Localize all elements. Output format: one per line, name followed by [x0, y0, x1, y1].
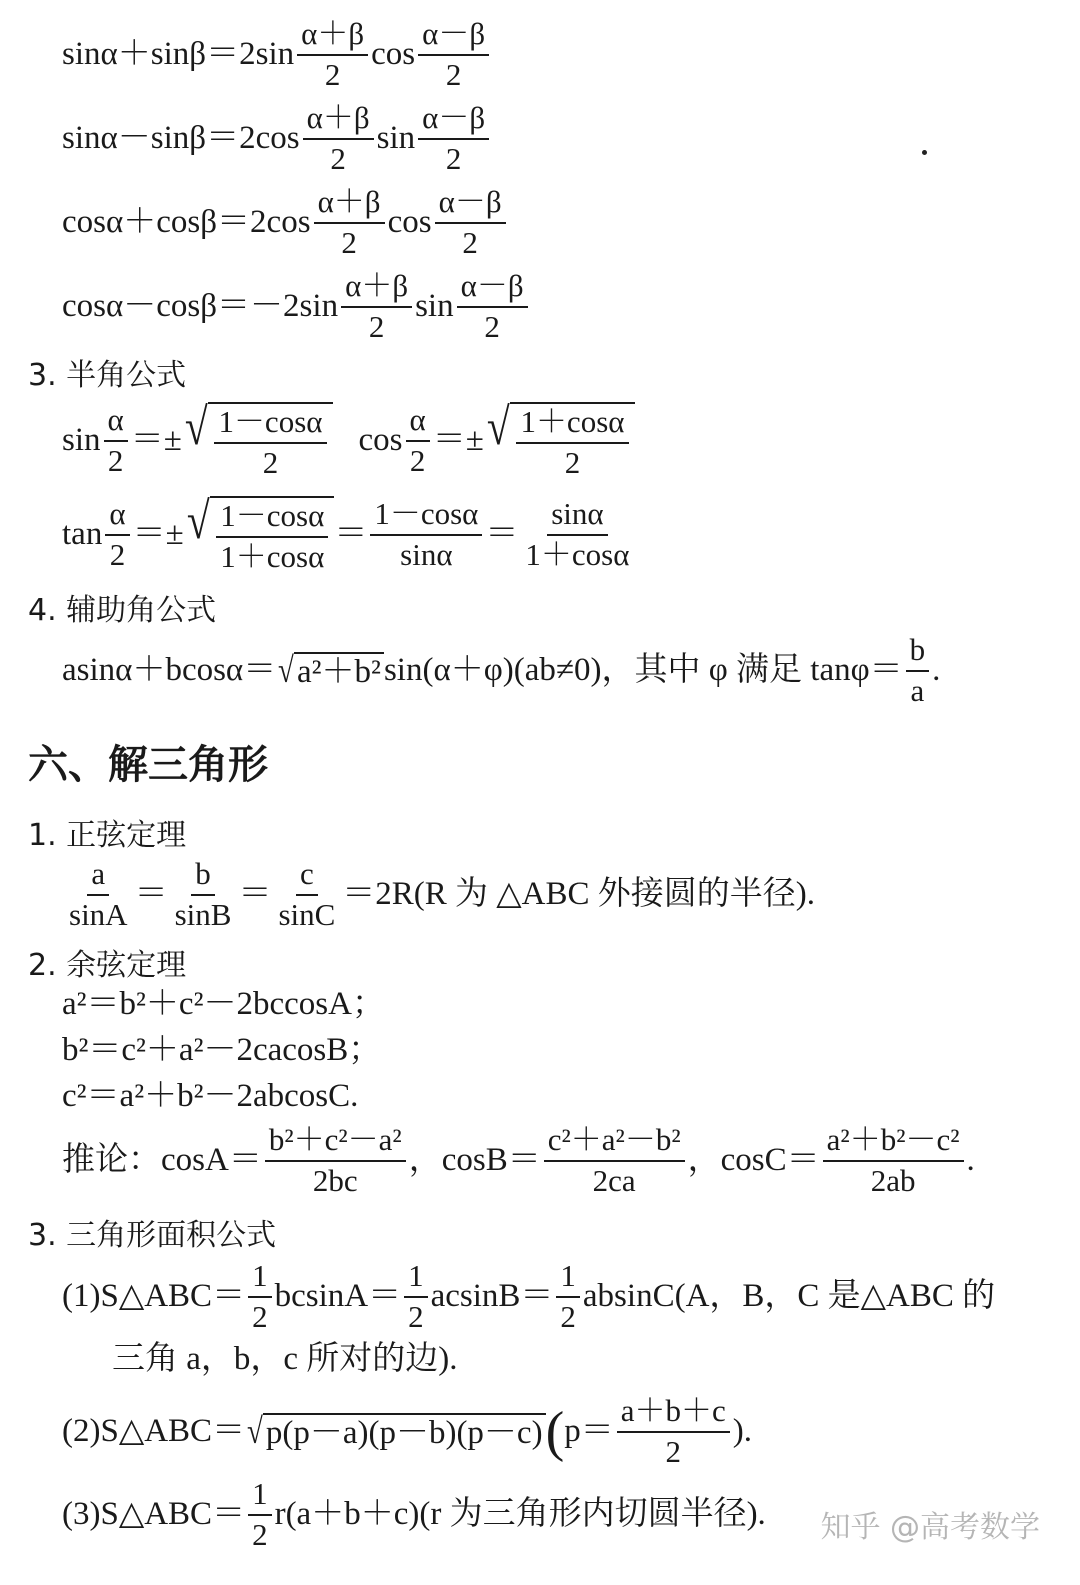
- fraction: [617, 1395, 730, 1468]
- denominator: 2: [262, 444, 279, 480]
- fraction: [906, 634, 930, 707]
- formula-text: p＝: [564, 1413, 614, 1450]
- numerator: α＋β: [297, 18, 368, 56]
- formula-text: asinα＋bcosα＝: [62, 652, 277, 689]
- radicand: p(p－a)(p－b)(p－c): [263, 1413, 546, 1450]
- formula-text: absinC(A，B，C 是△ABC 的: [582, 1278, 996, 1315]
- denominator: 2: [484, 308, 500, 344]
- formula-sin-diff: [62, 102, 492, 175]
- numerator: sinα: [547, 498, 607, 536]
- denominator: 2: [107, 442, 124, 478]
- numerator: a²＋b²－c²: [823, 1124, 964, 1162]
- square-root: [276, 652, 384, 689]
- fraction: [544, 1124, 685, 1197]
- denominator: 2: [324, 56, 341, 92]
- formula-text: ).: [732, 1413, 753, 1450]
- fraction: [314, 186, 385, 259]
- denominator: 2: [665, 1433, 681, 1469]
- formula-text: ＝±: [130, 422, 182, 459]
- numerator: 1＋cosα: [516, 406, 628, 444]
- formula-area-1-continued: 三角 a，b，c 所对的边).: [112, 1341, 458, 1377]
- fraction: [406, 404, 430, 477]
- denominator: 2: [564, 444, 581, 480]
- denominator: sinB: [174, 896, 232, 932]
- numerator: α－β: [418, 102, 489, 140]
- formula-text: (: [545, 1400, 565, 1463]
- heading-sine-law: [28, 810, 186, 854]
- numerator: α－β: [457, 270, 528, 308]
- formula-cosine-b: b²＝c²＋a²－2cacosB；: [62, 1032, 382, 1068]
- denominator: 2: [462, 224, 478, 260]
- formula-cosine-c: c²＝a²＋b²－2abcosC.: [62, 1078, 359, 1114]
- numerator: α＋β: [341, 270, 412, 308]
- fraction: [65, 858, 132, 931]
- denominator: 2: [445, 56, 462, 92]
- radical-sign: √: [486, 399, 510, 456]
- fraction: [370, 498, 482, 571]
- fraction: [248, 1478, 272, 1551]
- section-title: 六、解三角形: [28, 742, 268, 788]
- formula-text: cosα＋cosβ＝2cos: [62, 204, 311, 241]
- formula-cosine-corollary: [62, 1124, 975, 1197]
- formula-text: sinα－sinβ＝2cos: [62, 120, 300, 157]
- formula-text: ，cosC＝: [687, 1142, 820, 1179]
- formula-text: .: [932, 652, 941, 689]
- formula-text: .: [966, 1142, 975, 1179]
- formula-text: r(a＋b＋c)(r 为三角形内切圆半径).: [274, 1496, 766, 1533]
- denominator: 2: [445, 140, 462, 176]
- fraction: [214, 406, 326, 479]
- numerator: 1: [404, 1260, 428, 1298]
- formula-text: cos: [371, 36, 416, 73]
- denominator: 1＋cosα: [220, 538, 325, 574]
- formula-text: ＝±: [132, 516, 184, 553]
- formula-auxiliary-angle: [62, 634, 940, 707]
- fraction: [404, 1260, 428, 1333]
- numerator: 1: [248, 1478, 272, 1516]
- radicand: [210, 496, 334, 573]
- formula-text: ＝2R(R 为 △ABC 外接圆的半径).: [342, 876, 816, 913]
- numerator: a: [87, 858, 109, 896]
- fraction: [516, 406, 628, 479]
- formula-cos-sum: [62, 186, 509, 259]
- denominator: 2: [109, 536, 126, 572]
- numerator: c: [296, 858, 318, 896]
- radical-sign: √: [184, 399, 208, 456]
- heading-cosine-law: [28, 940, 186, 984]
- watermark: 知乎 @高考数学: [820, 1510, 1040, 1545]
- numerator: 1－cosα: [216, 500, 328, 538]
- speck-dot: [922, 150, 927, 155]
- radical-sign: √: [247, 1411, 263, 1452]
- fraction: [303, 102, 374, 175]
- numerator: a＋b＋c: [617, 1395, 730, 1433]
- formula-text: (3)S△ABC＝: [62, 1496, 246, 1533]
- formula-text: cos: [358, 422, 403, 459]
- formula-text: acsinB＝: [430, 1278, 554, 1315]
- formula-text: sinα＋sinβ＝2sin: [62, 36, 295, 73]
- formula-text: cos: [387, 204, 432, 241]
- formula-sin-sum: [62, 18, 492, 91]
- heading-text: 3. 三角形面积公式: [28, 1218, 277, 1253]
- fraction: [418, 102, 489, 175]
- formula-sine-law: [62, 858, 815, 931]
- denominator: a: [910, 672, 925, 708]
- denominator: 2ca: [592, 1162, 636, 1198]
- fraction: [521, 498, 633, 571]
- denominator: 2: [252, 1516, 268, 1552]
- fraction: [105, 498, 129, 571]
- heading-text: 1. 正弦定理: [28, 818, 187, 853]
- denominator: 2bc: [312, 1162, 358, 1198]
- denominator: 2: [560, 1298, 576, 1334]
- fraction: [265, 1124, 406, 1197]
- radicand: a²＋b²: [294, 652, 384, 689]
- numerator: b: [906, 634, 930, 672]
- square-root: [484, 399, 635, 480]
- denominator: sinA: [69, 896, 128, 932]
- fraction: [435, 186, 506, 259]
- denominator: 2: [341, 224, 357, 260]
- formula-area-2: [62, 1395, 752, 1468]
- denominator: sinC: [278, 896, 336, 932]
- formula-text: cosα－cosβ＝－2sin: [62, 288, 339, 325]
- heading-triangle-area: [28, 1210, 276, 1254]
- formula-text: (1)S△ABC＝: [62, 1278, 246, 1315]
- formula-text: ＝: [134, 876, 168, 913]
- square-root: [245, 1413, 546, 1450]
- formula-text: (2)S△ABC＝: [62, 1413, 246, 1450]
- heading-text: 2. 余弦定理: [28, 948, 187, 983]
- fraction: [556, 1260, 580, 1333]
- formula-text: ＝±: [432, 422, 484, 459]
- radical-sign: √: [186, 493, 210, 550]
- fraction: [297, 18, 368, 91]
- fraction: [104, 404, 128, 477]
- formula-cos-diff: [62, 270, 531, 343]
- heading-text: 3. 半角公式: [28, 358, 187, 393]
- heading-text: 4. 辅助角公式: [28, 593, 217, 628]
- formula-text: sin(α＋φ)(ab≠0)，其中 φ 满足 tanφ＝: [383, 652, 903, 689]
- numerator: 1－cosα: [214, 406, 326, 444]
- formula-text: 推论：cosA＝: [62, 1142, 262, 1179]
- formula-half-angle-sin-cos: [62, 399, 635, 480]
- formula-text: ＝: [334, 516, 368, 553]
- numerator: α＋β: [314, 186, 385, 224]
- radicand: [510, 402, 634, 479]
- numerator: 1: [248, 1260, 272, 1298]
- denominator: 2: [330, 140, 346, 176]
- fraction: [341, 270, 412, 343]
- denominator: 2ab: [870, 1162, 916, 1198]
- numerator: α－β: [435, 186, 506, 224]
- heading-half-angle: [28, 350, 186, 394]
- numerator: α＋β: [303, 102, 374, 140]
- denominator: 2: [368, 308, 385, 344]
- numerator: 1: [556, 1260, 580, 1298]
- formula-area-1: [62, 1260, 995, 1333]
- numerator: α: [105, 498, 129, 536]
- square-root: [184, 493, 335, 574]
- denominator: 1＋cosα: [525, 536, 630, 572]
- denominator: sinα: [400, 536, 453, 572]
- fraction: [823, 1124, 964, 1197]
- denominator: 2: [252, 1298, 268, 1334]
- fraction: [274, 858, 339, 931]
- formula-text: tan: [62, 516, 103, 553]
- numerator: c²＋a²－b²: [544, 1124, 685, 1162]
- heading-auxiliary-angle: [28, 585, 216, 629]
- fraction: [418, 18, 489, 91]
- numerator: α－β: [418, 18, 489, 56]
- formula-text: sin: [415, 288, 454, 325]
- formula-text: sin: [376, 120, 416, 157]
- numerator: α: [104, 404, 128, 442]
- numerator: b²＋c²－a²: [265, 1124, 406, 1162]
- radicand: [208, 402, 332, 479]
- numerator: α: [406, 404, 430, 442]
- fraction: [457, 270, 528, 343]
- denominator: 2: [408, 1298, 424, 1334]
- numerator: b: [191, 858, 215, 896]
- fraction: [248, 1260, 272, 1333]
- formula-half-angle-tan: [62, 493, 636, 574]
- formula-cosine-a: a²＝b²＋c²－2bccosA；: [62, 986, 385, 1022]
- radical-sign: √: [278, 650, 295, 691]
- fraction: [216, 500, 328, 573]
- formula-text: ，cosB＝: [408, 1142, 541, 1179]
- numerator: 1－cosα: [370, 498, 482, 536]
- fraction: [171, 858, 236, 931]
- formula-area-3: [62, 1478, 766, 1551]
- formula-text: ＝: [238, 876, 272, 913]
- formula-text: bcsinA＝: [274, 1278, 402, 1315]
- formula-text: sin: [62, 422, 101, 459]
- square-root: [182, 399, 333, 480]
- denominator: 2: [409, 442, 426, 478]
- formula-text: ＝: [485, 516, 519, 553]
